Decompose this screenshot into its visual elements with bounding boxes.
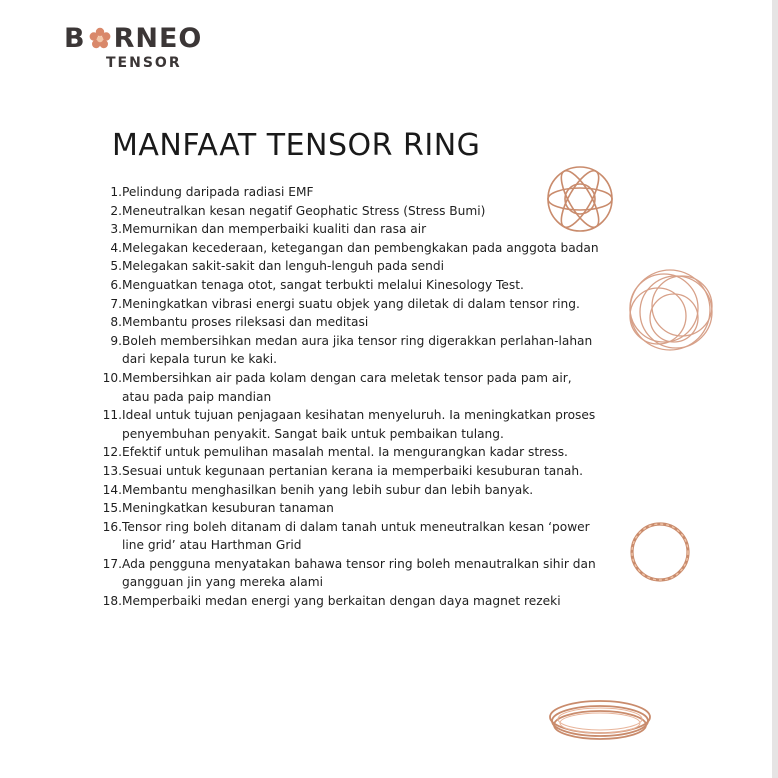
benefit-item [102, 332, 602, 369]
benefit-item [102, 202, 602, 221]
benefit-text: Pelindung daripada radiasi EMF [122, 185, 314, 199]
benefit-number: 14. [102, 482, 122, 497]
benefit-text: Membantu proses rileksasi dan meditasi [122, 315, 369, 330]
benefit-item [102, 592, 602, 611]
benefit-text: Sesuai untuk kegunaan pertanian kerana ia memperbaiki kesuburan tanah. [122, 463, 583, 478]
benefit-text: Ideal untuk tujuan penjagaan kesihatan menyeluruh. Ia meningkatkan proses penyembuhan penyakit. Sangat baik untuk pembaikan tulang. [122, 408, 596, 441]
benefit-item [102, 257, 602, 276]
logo-subtitle: TENSOR [106, 55, 182, 71]
benefit-number: 13. [102, 463, 122, 478]
benefit-number: 12. [102, 445, 122, 460]
benefit-item [102, 518, 602, 555]
benefit-number: 18. [102, 594, 122, 609]
benefit-text: Meneutralkan kesan negatif Geophatic Stress (Stress Bumi) [122, 203, 486, 218]
benefit-number: 3. [110, 222, 122, 237]
benefit-number: 16. [102, 519, 122, 534]
benefit-text: Efektif untuk pemulihan masalah mental. Ia mengurangkan kadar stress. [122, 445, 568, 460]
benefit-text: Menguatkan tenaga otot, sangat terbukti melalui Kinesology Test. [122, 277, 524, 292]
logo-top-line [64, 24, 224, 54]
overlapping-rings-icon [618, 262, 722, 358]
benefit-text: Meningkatkan vibrasi energi suatu objek yang diletak di dalam tensor ring. [122, 296, 580, 311]
benefit-number: 5. [110, 259, 122, 274]
benefit-number: 10. [102, 370, 122, 385]
benefit-text: Melegakan sakit-sakit dan lenguh-lenguh pada sendi [122, 259, 445, 274]
benefit-item [102, 276, 602, 295]
benefit-item [102, 220, 602, 239]
benefit-item [102, 481, 602, 500]
benefit-item [102, 406, 602, 443]
logo-letter-b: B [64, 23, 86, 54]
benefit-item [102, 555, 602, 592]
benefit-number: 7. [110, 296, 122, 311]
benefit-number: 8. [110, 315, 122, 330]
benefit-item [102, 313, 602, 332]
benefit-text: Boleh membersihkan medan aura jika tensor ring digerakkan perlahan-lahan dari kepala turun ke kaki. [122, 333, 593, 367]
flower-logo-icon [87, 26, 113, 52]
stacked-rings-icon [546, 695, 654, 745]
benefit-number: 15. [102, 501, 122, 516]
benefit-item [102, 443, 602, 462]
benefit-item [102, 183, 602, 202]
benefit-text: Membersihkan air pada kolam dengan cara meletak tensor pada pam air, atau pada paip mandian [122, 370, 572, 404]
benefit-number: 1. [110, 185, 122, 199]
logo-word-rest: RNEO [113, 23, 203, 54]
benefit-text: Ada pengguna menyatakan bahawa tensor ring boleh menautralkan sihir dan gangguan jin yang mereka alami [122, 556, 596, 590]
benefit-number: 9. [110, 333, 122, 348]
benefit-text: Memperbaiki medan energi yang berkaitan dengan daya magnet rezeki [122, 594, 561, 609]
benefit-text: Melegakan kecederaan, ketegangan dan pembengkakan pada anggota badan [122, 240, 599, 255]
brand-logo [64, 24, 224, 80]
benefit-number: 4. [110, 240, 122, 255]
page-title: MANFAAT TENSOR RING [112, 128, 481, 163]
benefit-item [102, 369, 602, 406]
page-edge [772, 0, 778, 778]
benefit-item [102, 239, 602, 258]
benefit-item [102, 295, 602, 314]
benefit-list [102, 183, 602, 611]
benefit-item [102, 462, 602, 481]
benefit-text: Memurnikan dan memperbaiki kualiti dan rasa air [122, 222, 427, 237]
benefit-number: 17. [102, 556, 122, 571]
benefit-text: Meningkatkan kesuburan tanaman [122, 501, 334, 516]
benefit-number: 11. [102, 408, 122, 423]
benefit-number: 6. [110, 277, 122, 292]
benefit-item [102, 499, 602, 518]
benefit-text: Tensor ring boleh ditanam di dalam tanah untuk meneutralkan kesan ‘power line grid’ atau Harthman Grid [122, 519, 590, 553]
sphere-ring-icon [544, 163, 616, 235]
benefit-text: Membantu menghasilkan benih yang lebih subur dan lebih banyak. [122, 482, 534, 497]
benefit-number: 2. [110, 203, 122, 218]
twisted-ring-icon [628, 520, 692, 584]
